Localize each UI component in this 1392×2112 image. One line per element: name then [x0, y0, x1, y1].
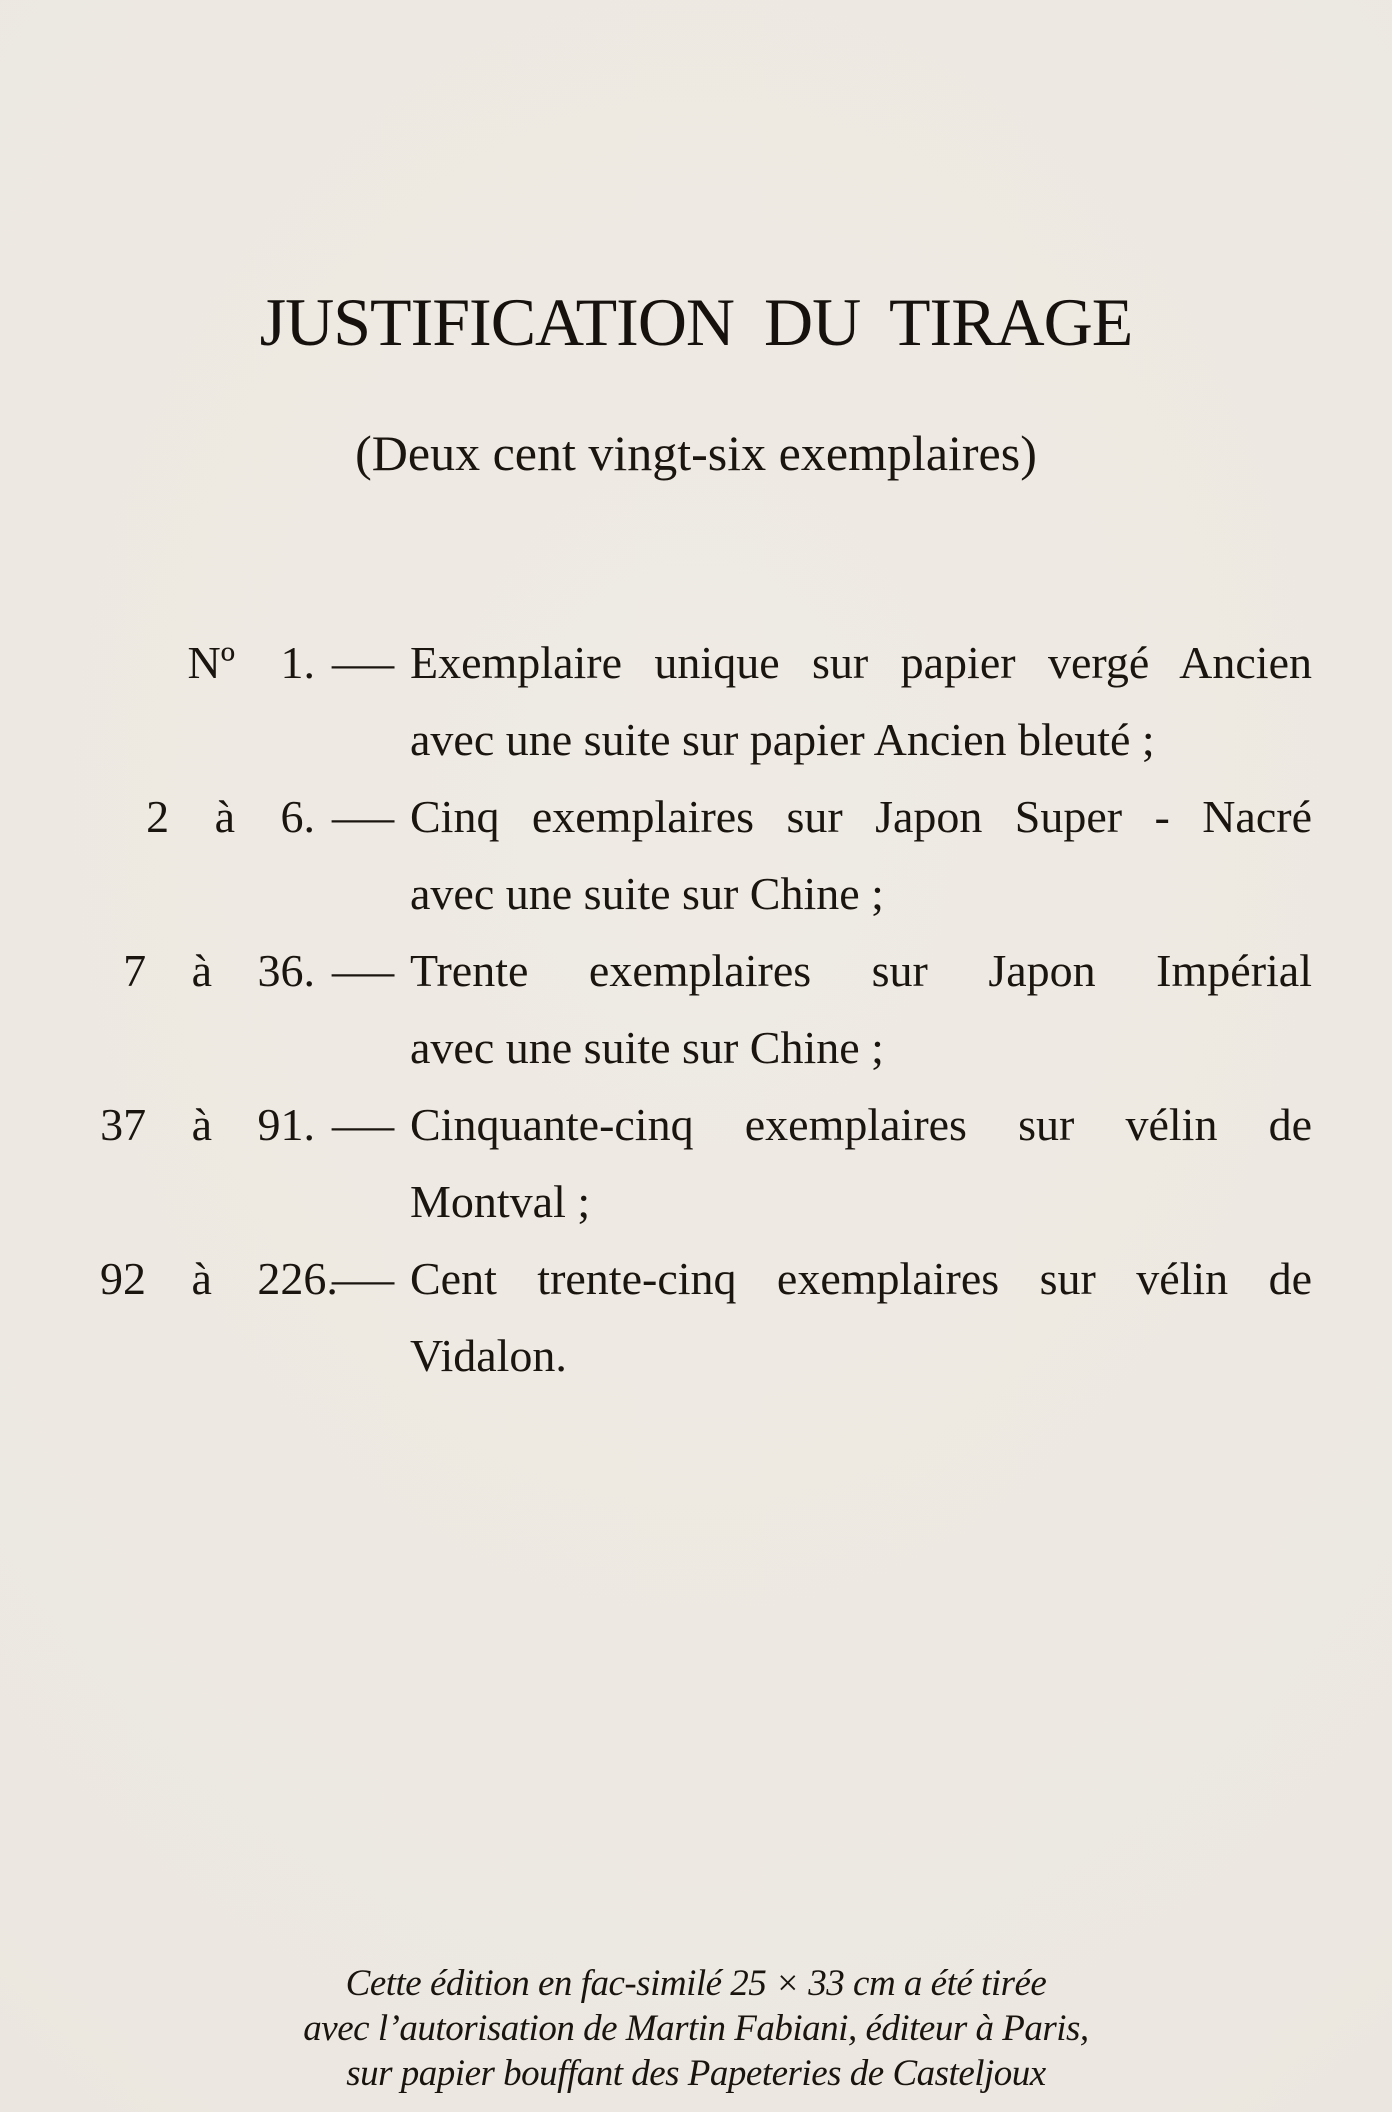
item-dash: [315, 1086, 410, 1163]
page-title: JUSTIFICATION DU TIRAGE: [259, 284, 1133, 360]
tirage-item-1: [100, 624, 1312, 778]
item-text: [410, 778, 1312, 932]
em-dash: —: [331, 945, 394, 996]
colophon-line1: Cette édition en fac-similé 25 × 33 cm a été tirée: [345, 1963, 1047, 2004]
item-line2: avec une suite sur Chine ;: [410, 868, 884, 919]
item-number-range: 2 à 6.: [146, 791, 315, 842]
em-dash: —: [331, 1253, 394, 1304]
item-line2: Montval ;: [410, 1176, 591, 1227]
em-dash: —: [331, 1099, 394, 1150]
tirage-item-2: [100, 778, 1312, 932]
item-number-range: Nº 1.: [187, 637, 315, 688]
colophon-line3: sur papier bouffant des Papeteries de Casteljoux: [346, 2053, 1046, 2094]
tirage-list: [100, 624, 1312, 1394]
item-line1: Cinquante-cinq exemplaires sur vélin de: [410, 1099, 1312, 1150]
item-number-range: 92 à 226.: [100, 1253, 338, 1304]
item-dash: [315, 1240, 410, 1317]
em-dash: —: [331, 791, 394, 842]
tirage-item-5: [100, 1240, 1312, 1394]
colophon: [0, 1961, 1392, 2096]
item-text: [410, 932, 1312, 1086]
page-subtitle: (Deux cent vingt-six exemplaires): [355, 425, 1037, 481]
item-dash: [315, 932, 410, 1009]
item-number-range: 37 à 91.: [100, 1099, 315, 1150]
item-text: [410, 1086, 1312, 1240]
item-text: [410, 1240, 1312, 1394]
item-line2: avec une suite sur Chine ;: [410, 1022, 884, 1073]
em-dash: —: [331, 637, 394, 688]
item-number-range: 7 à 36.: [123, 945, 315, 996]
item-line1: Exemplaire unique sur papier vergé Ancien: [410, 637, 1312, 688]
item-dash: [315, 624, 410, 701]
item-line1: Trente exemplaires sur Japon Impérial: [410, 945, 1312, 996]
item-line1: Cinq exemplaires sur Japon Super - Nacré: [410, 791, 1312, 842]
item-line2: avec une suite sur papier Ancien bleuté ;: [410, 714, 1155, 765]
item-dash: [315, 778, 410, 855]
colophon-line2: avec l’autorisation de Martin Fabiani, éditeur à Paris,: [303, 2008, 1089, 2049]
item-line2: Vidalon.: [410, 1330, 567, 1381]
tirage-item-3: [100, 932, 1312, 1086]
item-text: [410, 624, 1312, 778]
tirage-item-4: [100, 1086, 1312, 1240]
item-line1: Cent trente-cinq exemplaires sur vélin de: [410, 1253, 1312, 1304]
